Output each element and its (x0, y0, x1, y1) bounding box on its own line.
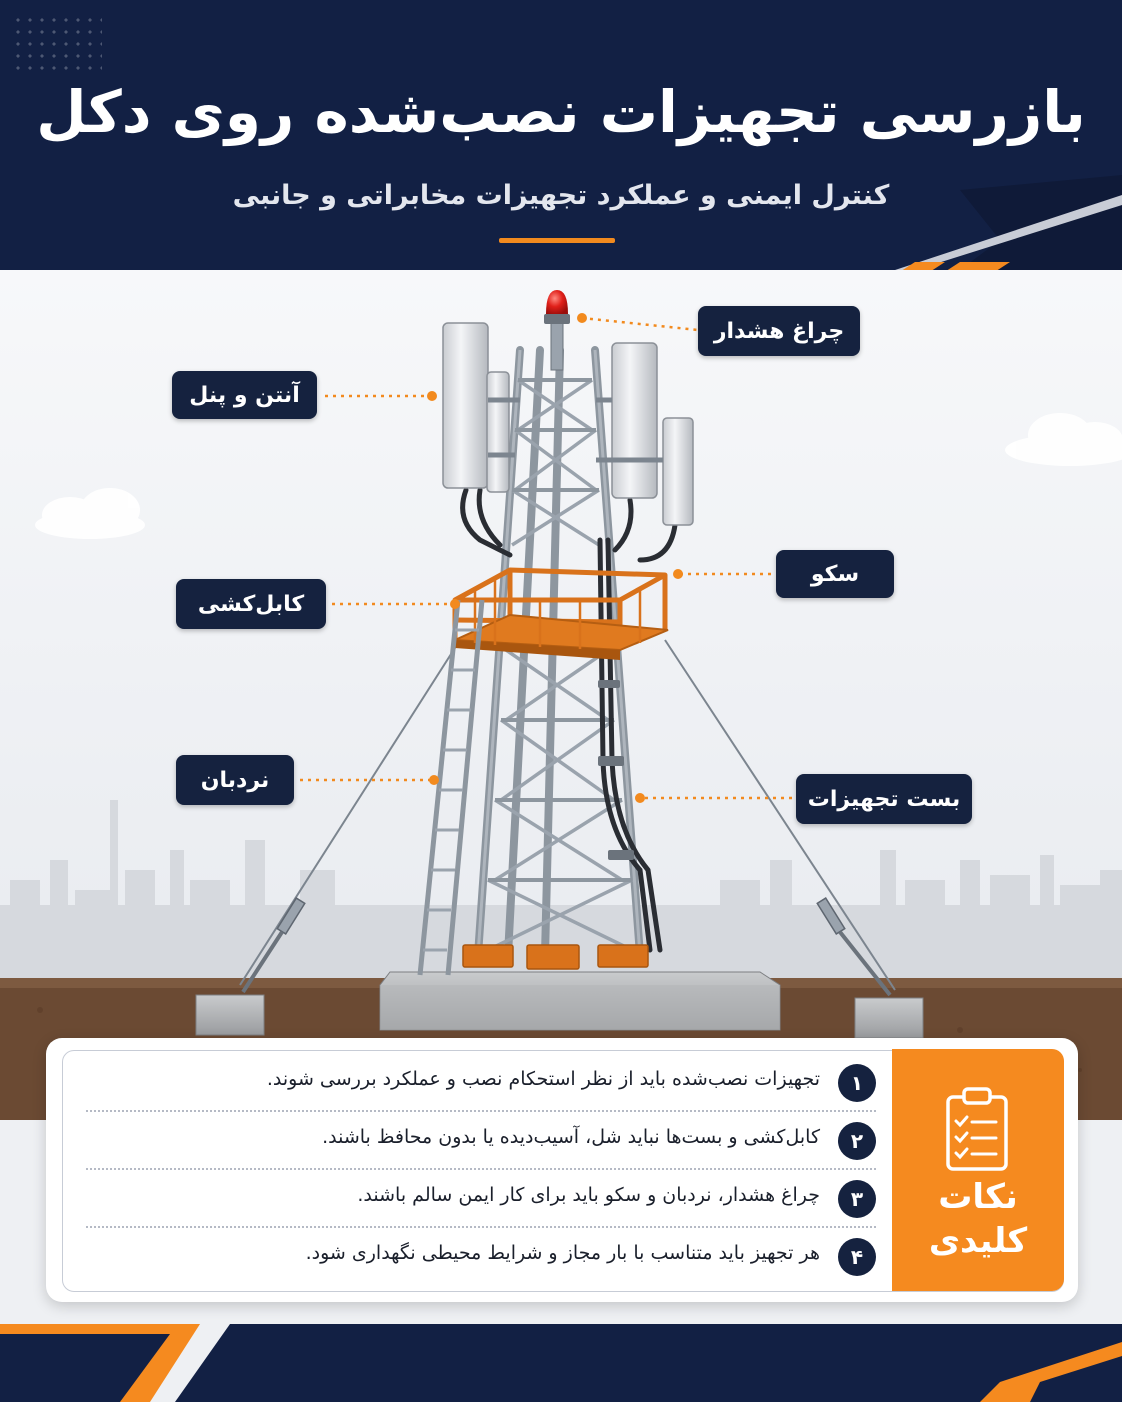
anchor-block-right (855, 998, 923, 1038)
key-points-card (46, 1038, 1078, 1302)
anchor-block-left (196, 995, 264, 1035)
tower-illustration (0, 270, 1122, 1120)
key-point-4 (86, 1228, 876, 1284)
footer-decoration (0, 1312, 1122, 1402)
mast (551, 320, 563, 370)
key-point-text: چراغ هشدار، نردبان و سکو باید برای کار ایمن سالم باشند. (357, 1184, 820, 1206)
key-point-1 (86, 1054, 876, 1110)
key-point-number: ۳ (838, 1180, 876, 1218)
callout-cabling: کابل‌کشی (176, 579, 326, 629)
key-points-title-line2: کلیدی (928, 1221, 1028, 1261)
header-banner (0, 0, 1122, 270)
key-point-2 (86, 1112, 876, 1168)
callout-antenna-panel: آنتن و پنل (172, 371, 317, 419)
callout-warning-light: چراغ هشدار (698, 306, 860, 356)
key-point-text: تجهیزات نصب‌شده باید از نظر استحکام نصب و عملکرد بررسی شوند. (266, 1068, 820, 1090)
key-point-number: ۱ (838, 1064, 876, 1102)
title-underline (499, 238, 615, 243)
key-point-text: کابل‌کشی و بست‌ها نباید شل، آسیب‌دیده یا بدون محافظ باشند. (322, 1126, 820, 1148)
callout-equipment-clamp: بست تجهیزات (796, 774, 972, 824)
key-point-3 (86, 1170, 876, 1226)
page-subtitle: کنترل ایمنی و عملکرد تجهیزات مخابراتی و جانبی (232, 180, 890, 211)
key-points-title-line1: نکات (938, 1177, 1018, 1217)
key-point-number: ۴ (838, 1238, 876, 1276)
base-plates (463, 945, 648, 969)
key-points-title (892, 1175, 1064, 1263)
page-title: بازرسی تجهیزات نصب‌شده روی دکل (36, 78, 1086, 146)
key-point-text: هر تجهیز باید متناسب با بار مجاز و شرایط محیطی نگهداری شود. (305, 1242, 820, 1264)
callout-ladder: نردبان (176, 755, 294, 805)
callout-platform: سکو (776, 550, 894, 598)
key-point-number: ۲ (838, 1122, 876, 1160)
key-points-header (892, 1049, 1064, 1291)
